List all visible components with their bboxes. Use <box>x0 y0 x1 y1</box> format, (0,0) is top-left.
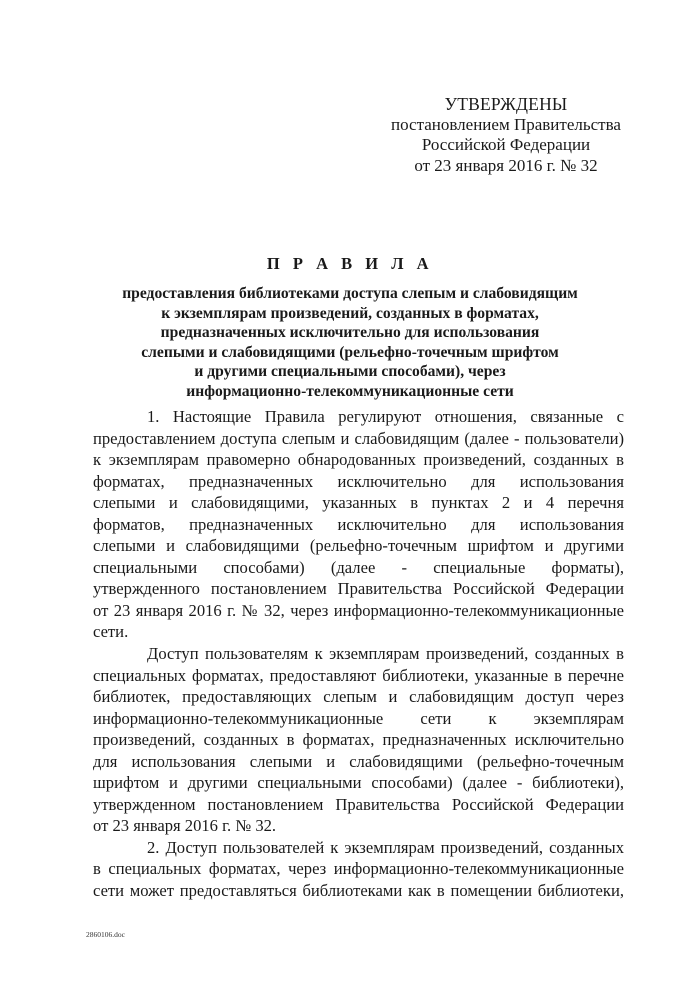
paragraph-1 <box>93 406 624 643</box>
text-line: 1. Настоящие Правила регулируют отношения, связанные с <box>147 407 624 426</box>
text-line: библиотек, предоставляющих слепым и слабовидящим доступ через <box>93 687 624 707</box>
approval-heading: УТВЕРЖДЕНЫ <box>444 94 568 114</box>
approval-line: постановлением Правительства <box>391 114 621 134</box>
text-line: слепыми и слабовидящими (рельефно-точечным шрифтом и другими <box>93 536 624 556</box>
rules-subtitle <box>80 284 620 402</box>
text-line: специальными способами) (далее - специальные форматы), <box>93 557 624 577</box>
text-line: утвержденного постановлением Правительства Российской Федерации <box>93 579 624 599</box>
file-reference: 2860106.doc <box>86 930 125 939</box>
text-line: шрифтом и другими специальными способами) (далее - библиотеки), <box>93 773 624 793</box>
document-body <box>93 406 624 902</box>
text-line: предоставлением доступа слепым и слабовидящим (далее - пользователи) <box>93 428 624 448</box>
approval-line: от 23 января 2016 г. № 32 <box>414 155 598 175</box>
subtitle-line: информационно-телекоммуникационные сети <box>186 382 514 400</box>
text-line: Доступ пользователям к экземплярам произведений, созданных в <box>147 644 624 664</box>
text-line: для использования слепыми и слабовидящими (рельефно-точечным <box>93 751 624 771</box>
paragraph-3 <box>93 837 624 902</box>
text-line: 2. Доступ пользователей к экземплярам произведений, созданных <box>147 837 624 857</box>
approval-line: Российской Федерации <box>421 135 591 154</box>
subtitle-line: к экземплярам произведений, созданных в форматах, <box>161 304 539 322</box>
subtitle-line: предназначенных исключительно для использования <box>160 324 540 342</box>
subtitle-line: предоставления библиотеками доступа слепым и слабовидящим <box>122 285 578 302</box>
rules-title-block <box>80 253 620 402</box>
text-line: в специальных форматах, через информационно-телекоммуникационные <box>93 859 624 879</box>
text-line: специальных форматах, предоставляют библиотеки, указанные в перечне <box>93 665 624 685</box>
text-line: произведений, созданных в форматах, предназначенных исключительно <box>93 730 624 750</box>
text-line: сети может предоставляться библиотеками как в помещении библиотеки, <box>93 881 624 901</box>
subtitle-line: слепыми и слабовидящими (рельефно-точечным шрифтом <box>141 343 559 361</box>
text-line: сети. <box>93 622 129 642</box>
approval-block <box>372 94 640 176</box>
text-line: от 23 января 2016 г. № 32. <box>93 816 277 836</box>
text-line: утвержденном постановлением Правительства Российской Федерации <box>93 794 624 814</box>
rules-title: П Р А В И Л А <box>266 254 434 273</box>
text-line: к экземплярам правомерно обнародованных произведений, созданных в <box>93 450 624 470</box>
text-line: слепыми и слабовидящими, указанных в пунктах 2 и 4 перечня <box>93 493 624 513</box>
text-line: информационно-телекоммуникационные сети к экземплярам <box>93 708 624 728</box>
paragraph-2 <box>93 643 624 837</box>
subtitle-line: и другими специальными способами), через <box>194 363 506 381</box>
text-line: форматов, предназначенных исключительно для использования <box>93 514 624 534</box>
text-line: от 23 января 2016 г. № 32, через информационно-телекоммуникационные <box>93 600 624 620</box>
text-line: форматах, предназначенных исключительно для использования <box>93 471 624 491</box>
